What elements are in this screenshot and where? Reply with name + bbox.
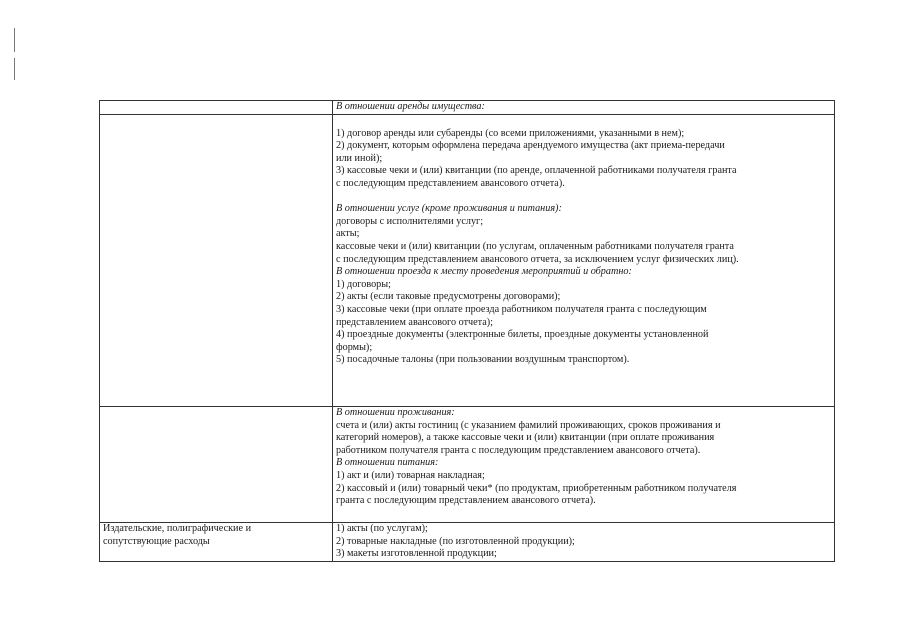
documents-cell <box>333 115 835 407</box>
section-heading: В отношении аренды имущества: <box>336 101 485 112</box>
margin-mark-top <box>14 28 15 52</box>
document-list-line: 1) акт и (или) товарная накладная; <box>336 469 485 481</box>
section-heading: В отношении проезда к месту проведения мероприятий и обратно: <box>336 266 632 278</box>
category-cell <box>100 101 333 115</box>
table-row <box>100 101 835 115</box>
document-list-line: 5) посадочные талоны (при пользовании воздушным транспортом). <box>336 354 630 366</box>
document-list-line: кассовые чеки и (или) квитанции (по услугам, оплаченным работниками получателя гранта <box>336 240 734 252</box>
documents-cell <box>333 523 835 562</box>
document-list-line: с последующим представлением авансового отчета, за исключением услуг физических лиц). <box>336 253 739 265</box>
document-list-line: работником получателя гранта с последующим представлением авансового отчета). <box>336 444 701 456</box>
blank-line <box>336 191 831 204</box>
document-list-line: 2) акты (если таковые предусмотрены договорами); <box>336 291 561 303</box>
document-list-line: 1) договоры; <box>336 278 391 290</box>
document-list-line: 1) договор аренды или субаренды (со всеми приложениями, указанными в нем); <box>336 127 685 139</box>
table-row <box>100 115 835 407</box>
document-list-line: 3) макеты изготовленной продукции; <box>336 548 497 560</box>
document-list-line: 2) документ, которым оформлена передача арендуемого имущества (акт приема-передачи <box>336 140 725 152</box>
section-heading: В отношении услуг (кроме проживания и питания): <box>336 203 562 215</box>
document-list-line: представлением авансового отчета); <box>336 316 494 328</box>
category-text-line: сопутствующие расходы <box>103 535 210 547</box>
document-list-line: 4) проездные документы (электронные билеты, проездные документы установленной <box>336 329 709 341</box>
document-list-line: 1) акты (по услугам); <box>336 523 428 534</box>
category-cell <box>100 115 333 407</box>
documents-cell <box>333 101 835 115</box>
category-text-line: Издательские, полиграфические и <box>103 523 252 534</box>
margin-mark-lower <box>14 58 15 80</box>
document-list-line: договоры с исполнителями услуг; <box>336 215 484 227</box>
document-list-line: с последующим представлением авансового отчета). <box>336 177 565 189</box>
section-heading: В отношении проживания: <box>336 407 455 418</box>
document-list-line: акты; <box>336 228 360 240</box>
table-row <box>100 523 835 562</box>
document-list-line: категорий номеров), а также кассовые чеки и (или) квитанции (при оплате проживания <box>336 432 715 444</box>
document-list-line: счета и (или) акты гостиниц (с указанием фамилий проживающих, сроков проживания и <box>336 419 721 431</box>
blank-line <box>336 115 831 128</box>
category-cell <box>100 407 333 523</box>
document-list-line: 2) кассовый и (или) товарный чеки* (по продуктам, приобретенным работником получателя <box>336 482 737 494</box>
document-list-line: или иной); <box>336 152 383 164</box>
document-list-line: 3) кассовые чеки и (или) квитанции (по аренде, оплаченной работниками получателя гранта <box>336 165 737 177</box>
documents-table <box>99 100 835 562</box>
documents-cell <box>333 407 835 523</box>
document-list-line: 3) кассовые чеки (при оплате проезда работником получателя гранта с последующим <box>336 303 707 315</box>
section-heading: В отношении питания: <box>336 457 439 469</box>
table-row <box>100 407 835 523</box>
document-list-line: 2) товарные накладные (по изготовленной продукции); <box>336 535 575 547</box>
category-cell <box>100 523 333 562</box>
document-list-line: гранта с последующим представлением авансового отчета). <box>336 495 596 507</box>
document-list-line: формы); <box>336 341 373 353</box>
